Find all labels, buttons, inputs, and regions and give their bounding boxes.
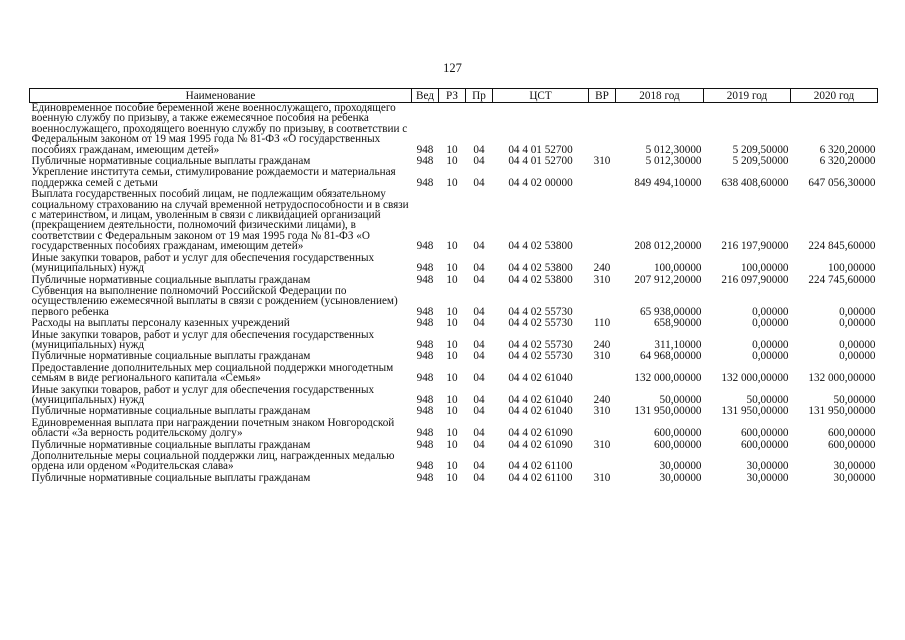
cell-name: Дополнительные меры социальной поддержки лиц, награжденных медалью ордена или орденом «Родительская слава» [31, 450, 395, 473]
cell-2020: 0,00000 [839, 338, 876, 351]
column-header-rz: РЗ [439, 89, 466, 103]
cell-2020: 0,00000 [839, 305, 876, 318]
cell-rz: 10 [446, 240, 458, 253]
cell-ved: 948 [416, 405, 434, 418]
cell-vr: 310 [593, 350, 611, 363]
cell-2020: 224 745,60000 [808, 273, 876, 286]
budget-table [29, 88, 878, 484]
table-row [30, 451, 878, 473]
page-number: 127 [443, 61, 462, 75]
table-row [30, 189, 878, 252]
cell-2019: 30,00000 [746, 471, 789, 484]
cell-name: Предоставление дополнительных мер социальной поддержки многодетным семьям в виде регионального капитала «Семья» [31, 361, 394, 385]
cell-2018: 311,10000 [654, 338, 702, 351]
cell-rz: 10 [446, 143, 458, 156]
cell-2018: 65 938,00000 [639, 305, 702, 318]
cell-pr: 04 [473, 240, 485, 253]
cell-cst: 04 4 02 55730 [508, 317, 573, 330]
cell-vr [589, 103, 616, 157]
column-header-ved: Вед [412, 89, 439, 103]
cell-rz: 10 [446, 305, 458, 318]
cell-vr [589, 451, 616, 473]
cell-2020: 6 320,20000 [819, 143, 876, 156]
cell-2020: 131 950,00000 [808, 405, 876, 418]
cell-rz: 10 [446, 176, 458, 189]
cell-pr: 04 [473, 393, 485, 406]
cell-cst: 04 4 02 61100 [508, 471, 573, 484]
cell-ved: 948 [416, 273, 434, 286]
column-header-2018: 2018 год [616, 89, 704, 103]
cell-ved: 948 [416, 240, 434, 253]
cell-2019: 100,00000 [740, 262, 789, 275]
cell-pr: 04 [473, 471, 485, 484]
cell-rz: 10 [446, 372, 458, 385]
cell-vr: 310 [593, 273, 611, 286]
cell-2018: 5 012,30000 [645, 143, 702, 156]
cell-pr: 04 [473, 262, 485, 275]
cell-pr: 04 [473, 155, 485, 168]
column-header-2019: 2019 год [704, 89, 791, 103]
cell-2019: 0,00000 [752, 317, 789, 330]
cell-cst: 04 4 01 52700 [508, 143, 573, 156]
cell-2020: 100,00000 [827, 262, 876, 275]
cell-cst: 04 4 02 53800 [508, 273, 573, 286]
table-row [30, 167, 878, 189]
cell-vr [589, 363, 616, 385]
cell-2020: 0,00000 [839, 350, 876, 363]
cell-2019: 216 197,90000 [721, 240, 789, 253]
cell-name: Публичные нормативные социальные выплаты гражданам [31, 273, 311, 286]
column-header-2020: 2020 год [791, 89, 878, 103]
cell-2019: 132 000,00000 [721, 372, 789, 385]
cell-2020: 647 056,30000 [808, 176, 876, 189]
cell-ved: 948 [416, 350, 434, 363]
cell-ved: 948 [416, 338, 434, 351]
cell-ved: 948 [416, 305, 434, 318]
cell-cst: 04 4 02 61040 [508, 405, 573, 418]
cell-ved: 948 [416, 372, 434, 385]
column-header-cst: ЦСТ [493, 89, 589, 103]
cell-2020: 224 845,60000 [808, 240, 876, 253]
table-row [30, 286, 878, 318]
cell-2018: 208 012,20000 [634, 240, 702, 253]
table-body [30, 103, 878, 485]
cell-2020: 30,00000 [833, 460, 876, 473]
cell-rz: 10 [446, 273, 458, 286]
cell-2018: 50,00000 [659, 393, 702, 406]
cell-2018: 207 912,20000 [634, 273, 702, 286]
cell-cst: 04 4 02 61040 [508, 393, 573, 406]
cell-2020: 30,00000 [833, 471, 876, 484]
cell-2020: 132 000,00000 [808, 372, 876, 385]
cell-2019: 5 209,50000 [732, 155, 789, 168]
cell-ved: 948 [416, 143, 434, 156]
column-header-name: Наименование [30, 89, 412, 103]
cell-2018: 64 968,00000 [639, 350, 702, 363]
cell-2019: 131 950,00000 [721, 405, 789, 418]
cell-name: Публичные нормативные социальные выплаты гражданам [31, 350, 311, 363]
cell-2020: 50,00000 [833, 393, 876, 406]
column-header-pr: Пр [466, 89, 493, 103]
cell-cst: 04 4 02 55730 [508, 305, 573, 318]
cell-ved: 948 [416, 438, 434, 451]
cell-vr: 240 [593, 393, 611, 406]
cell-cst: 04 4 02 00000 [508, 176, 573, 189]
cell-2020: 6 320,20000 [819, 155, 876, 168]
cell-vr: 110 [593, 317, 611, 330]
cell-2018: 849 494,10000 [634, 176, 702, 189]
cell-ved: 948 [416, 427, 434, 440]
cell-pr: 04 [473, 273, 485, 286]
cell-rz: 10 [446, 155, 458, 168]
cell-2019: 638 408,60000 [721, 176, 789, 189]
table-row [30, 330, 878, 352]
cell-2018: 600,00000 [653, 427, 702, 440]
cell-rz: 10 [446, 460, 458, 473]
table-row [30, 385, 878, 407]
cell-2019: 30,00000 [746, 460, 789, 473]
cell-vr: 240 [593, 262, 611, 275]
cell-2018: 658,90000 [653, 317, 702, 330]
cell-2019: 50,00000 [746, 393, 789, 406]
cell-rz: 10 [446, 405, 458, 418]
cell-name: Расходы на выплаты персоналу казенных учреждений [31, 317, 290, 330]
cell-pr: 04 [473, 372, 485, 385]
cell-2018: 30,00000 [659, 460, 702, 473]
cell-cst: 04 4 02 61100 [508, 460, 573, 473]
cell-ved: 948 [416, 176, 434, 189]
cell-name: Публичные нормативные социальные выплаты гражданам [31, 405, 311, 418]
cell-pr: 04 [473, 350, 485, 363]
cell-2020: 600,00000 [827, 438, 876, 451]
cell-name: Публичные нормативные социальные выплаты гражданам [31, 471, 311, 484]
cell-rz: 10 [446, 393, 458, 406]
cell-name: Субвенция на выполнение полномочий Российской Федерации по осуществлению ежемесячной выплаты в связи с рождением (усыновлением) первого ребенка [31, 284, 398, 318]
cell-name: Иные закупки товаров, работ и услуг для обеспечения государственных (муниципальных) нужд [31, 251, 375, 275]
cell-vr: 240 [593, 338, 611, 351]
table-row [30, 363, 878, 385]
table-row [30, 318, 878, 329]
cell-vr: 310 [593, 155, 611, 168]
cell-2020: 600,00000 [827, 427, 876, 440]
cell-ved: 948 [416, 155, 434, 168]
cell-pr: 04 [473, 438, 485, 451]
cell-cst: 04 4 02 55730 [508, 350, 573, 363]
cell-2018: 100,00000 [653, 262, 702, 275]
column-header-vr: ВР [589, 89, 616, 103]
cell-vr [589, 189, 616, 252]
cell-2019: 600,00000 [740, 427, 789, 440]
cell-ved: 948 [416, 317, 434, 330]
cell-rz: 10 [446, 471, 458, 484]
cell-vr: 310 [593, 471, 611, 484]
cell-ved: 948 [416, 393, 434, 406]
table-row [30, 103, 878, 157]
cell-ved: 948 [416, 262, 434, 275]
cell-vr [589, 418, 616, 440]
cell-2018: 132 000,00000 [634, 372, 702, 385]
cell-pr: 04 [473, 460, 485, 473]
cell-vr: 310 [593, 405, 611, 418]
cell-pr: 04 [473, 427, 485, 440]
cell-cst: 04 4 02 61040 [508, 372, 573, 385]
cell-pr: 04 [473, 305, 485, 318]
cell-ved: 948 [416, 460, 434, 473]
cell-pr: 04 [473, 143, 485, 156]
cell-name: Единовременная выплата при награждении почетным знаком Новгородской области «За верность родительскому долгу» [31, 416, 395, 440]
table-header [30, 89, 878, 103]
cell-rz: 10 [446, 350, 458, 363]
cell-rz: 10 [446, 262, 458, 275]
cell-cst: 04 4 02 61090 [508, 427, 573, 440]
cell-2019: 5 209,50000 [732, 143, 789, 156]
cell-name: Укрепление института семьи, стимулирование рождаемости и материальная поддержка семей с детьми [31, 166, 396, 189]
cell-name: Иные закупки товаров, работ и услуг для обеспечения государственных (муниципальных) нужд [31, 383, 375, 406]
cell-2018: 30,00000 [659, 471, 702, 484]
cell-rz: 10 [446, 438, 458, 451]
table-row [30, 418, 878, 440]
cell-pr: 04 [473, 405, 485, 418]
cell-name: Выплата государственных пособий лицам, не подлежащим обязательному социальному страхованию на случай временной нетрудоспособности и в связи с материнством, и лицам, уволенным в связи с ликвидацией организаций (прекращением деятельности, полномочий физическими лицами), в соответствии с Федеральным законом от 19 мая 1995 года № 81-ФЗ «О государственных пособиях гражданам, имеющим детей» [31, 188, 409, 253]
cell-vr [589, 286, 616, 318]
cell-cst: 04 4 02 61090 [508, 438, 573, 451]
cell-2019: 0,00000 [752, 350, 789, 363]
cell-2018: 5 012,30000 [645, 155, 702, 168]
cell-rz: 10 [446, 427, 458, 440]
cell-2019: 600,00000 [740, 438, 789, 451]
table-row [30, 473, 878, 484]
cell-pr: 04 [473, 176, 485, 189]
cell-2020: 0,00000 [839, 317, 876, 330]
cell-name: Единовременное пособие беременной жене военнослужащего, проходящего военную службу по призыву, а также ежемесячное пособия на ребенка военнослужащего, проходящего военную службу по призыву, в соответствии с Федеральным законом от 19 мая 1995 года № 81-ФЗ «О государственных пособиях гражданам, имеющим детей» [31, 102, 408, 156]
cell-pr: 04 [473, 317, 485, 330]
cell-2018: 600,00000 [653, 438, 702, 451]
table-row [30, 253, 878, 275]
cell-cst: 04 4 02 53800 [508, 240, 573, 253]
cell-rz: 10 [446, 317, 458, 330]
cell-2019: 0,00000 [752, 338, 789, 351]
cell-vr [589, 167, 616, 189]
cell-2019: 216 097,90000 [721, 273, 789, 286]
cell-pr: 04 [473, 338, 485, 351]
cell-cst: 04 4 02 53800 [508, 262, 573, 275]
cell-2018: 131 950,00000 [634, 405, 702, 418]
cell-cst: 04 4 02 55730 [508, 338, 573, 351]
cell-cst: 04 4 01 52700 [508, 155, 573, 168]
cell-name: Публичные нормативные социальные выплаты гражданам [31, 438, 311, 451]
cell-2019: 0,00000 [752, 305, 789, 318]
cell-name: Иные закупки товаров, работ и услуг для обеспечения государственных (муниципальных) нужд [31, 328, 375, 351]
cell-ved: 948 [416, 471, 434, 484]
cell-rz: 10 [446, 338, 458, 351]
cell-name: Публичные нормативные социальные выплаты гражданам [31, 155, 311, 168]
cell-vr: 310 [593, 438, 611, 451]
